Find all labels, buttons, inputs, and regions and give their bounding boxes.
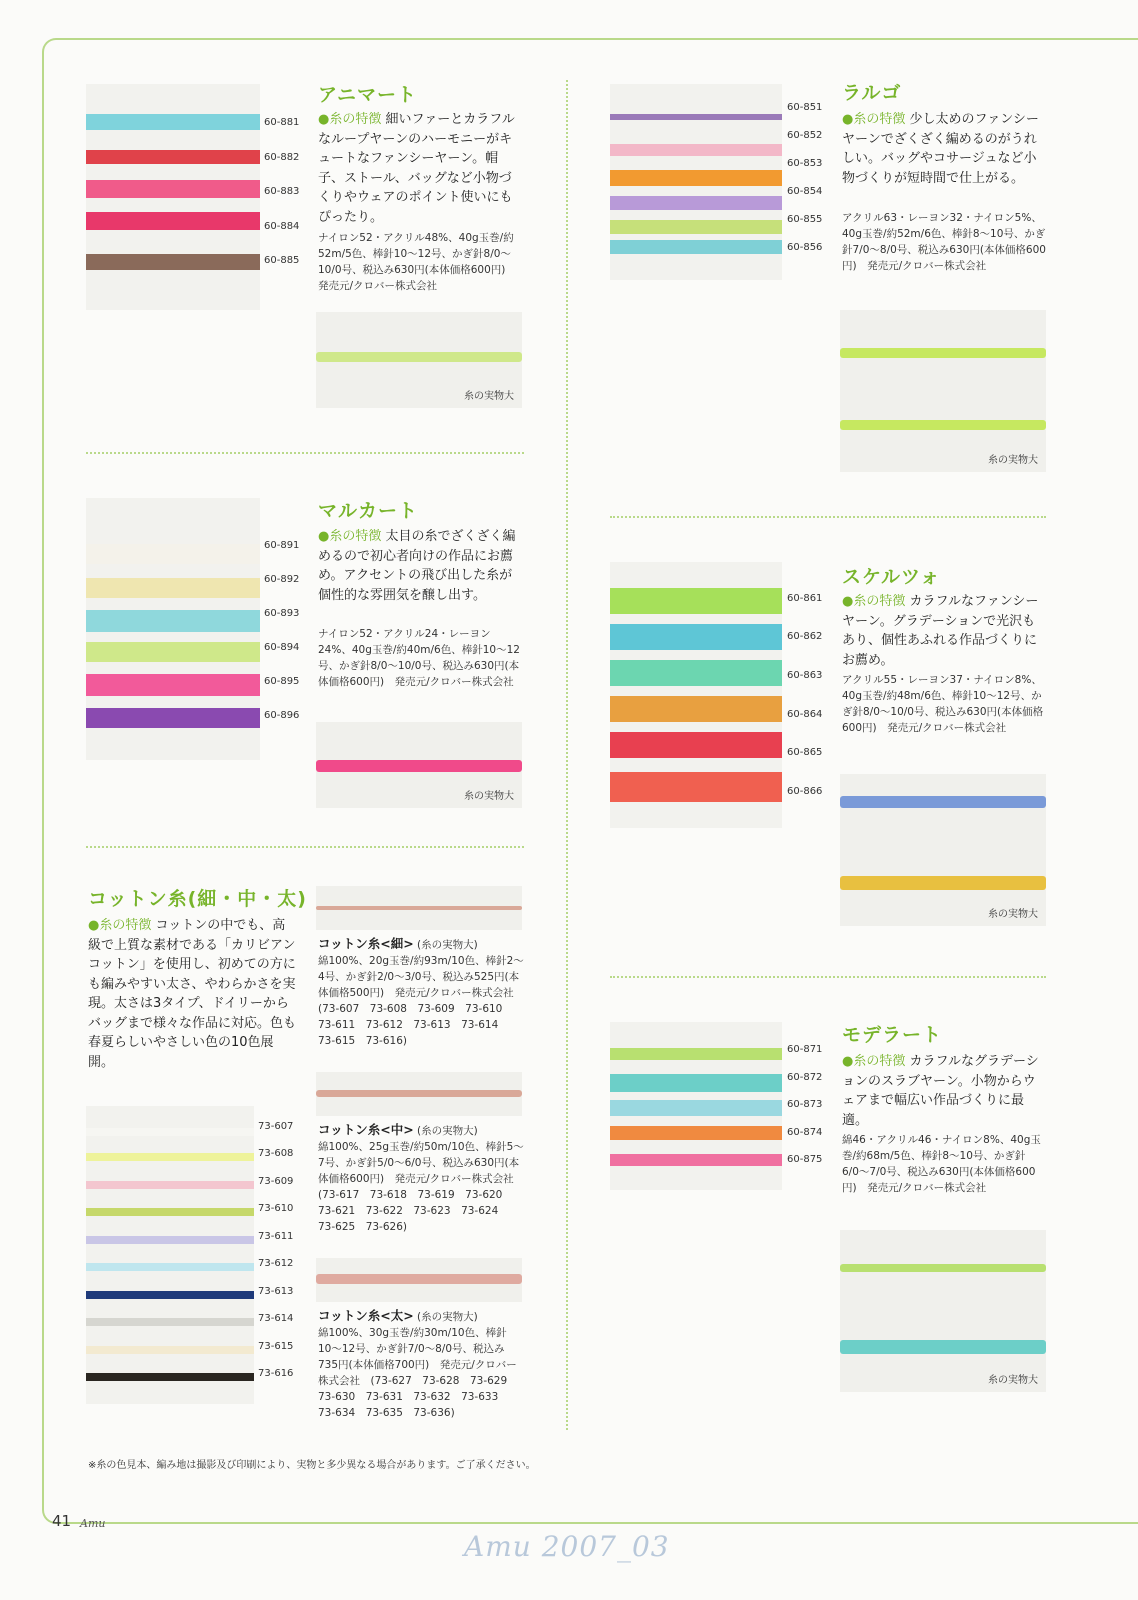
moderato-title: モデラート <box>842 1024 943 1046</box>
scherzo-swatch-photo <box>610 562 782 828</box>
color-code: 60-893 <box>264 608 300 619</box>
yarn-band <box>610 1126 782 1140</box>
largo-swatch-photo <box>610 84 782 280</box>
cotton-thick-sample <box>316 1258 522 1302</box>
yarn-strand <box>316 760 522 772</box>
yarn-band <box>86 674 260 696</box>
color-code: 73-613 <box>258 1286 294 1297</box>
animato-spec: ナイロン52・アクリル48%、40g玉巻/約52m/5色、棒針10〜12号、かぎ針8/0〜10/0号、税込み630円(本体価格600円) 発売元/クロバー株式会社 <box>318 232 516 292</box>
color-code: 60-894 <box>264 642 300 653</box>
color-code: 73-610 <box>258 1203 294 1214</box>
yarn-band <box>610 660 782 686</box>
yarn-band <box>86 642 260 662</box>
yarn-band <box>86 1346 254 1354</box>
yarn-band <box>610 588 782 614</box>
yarn-band <box>86 150 260 164</box>
color-code: 73-607 <box>258 1121 294 1132</box>
moderato-swatch-photo <box>610 1022 782 1190</box>
color-code: 60-885 <box>264 255 300 266</box>
color-code: 73-616 <box>258 1368 294 1379</box>
variant-name: コットン糸<太> <box>318 1308 414 1323</box>
marcato-title: マルカート <box>318 500 419 522</box>
yarn-band <box>86 708 260 728</box>
yarn-band <box>86 212 260 230</box>
color-code: 60-866 <box>787 786 823 797</box>
yarn-strand <box>840 796 1046 808</box>
moderato-spec: 綿46・アクリル46・ナイロン8%、40g玉巻/約68m/5色、棒針8〜10号、かぎ針6/0〜7/0号、税込み630円(本体価格600円) 発売元/クロバー株式会社 <box>842 1134 1041 1194</box>
yarn-band <box>86 544 260 564</box>
page-number: 41 <box>52 1512 72 1530</box>
feature-text: 少し太めのファンシーヤーンでざくざく編めるのがうれしい。バッグやコサージュなど小物づくりが短時間で仕上がる。 <box>842 112 1039 186</box>
marcato-spec: ナイロン52・アクリル24・レーヨン24%、40g玉巻/約40m/6色、棒針10〜12号、かぎ針8/0〜10/0号、税込み630円(本体価格600円) 発売元/クロバー株式会社 <box>318 628 520 688</box>
marcato-description <box>318 527 522 605</box>
feature-mark: ●糸の特徴 <box>842 1054 906 1069</box>
yarn-band <box>610 196 782 210</box>
variant-spec: 綿100%、25g玉巻/約50m/10色、棒針5〜7号、かぎ針5/0〜6/0号、税込み630円(本体価格600円) 発売元/クロバー株式会社 (73-617 73-618 73-619 73-620 73-621 73-622 73-623 73-624 73-625 73-626) <box>318 1141 525 1233</box>
color-code: 60-892 <box>264 574 300 585</box>
color-code: 73-615 <box>258 1341 294 1352</box>
color-code: 60-873 <box>787 1099 823 1110</box>
color-code: 60-883 <box>264 186 300 197</box>
actual-size-caption: 糸の実物大 <box>988 1375 1038 1386</box>
yarn-strand <box>316 906 522 910</box>
feature-mark: ●糸の特徴 <box>88 918 152 933</box>
feature-mark: ●糸の特徴 <box>318 112 382 127</box>
cotton-description <box>88 916 298 1072</box>
color-code: 60-856 <box>787 242 823 253</box>
color-code: 73-608 <box>258 1148 294 1159</box>
yarn-band <box>86 1128 254 1136</box>
yarn-band <box>610 170 782 186</box>
yarn-band <box>610 144 782 156</box>
yarn-band <box>86 1291 254 1299</box>
yarn-strand <box>840 1264 1046 1272</box>
color-code: 60-875 <box>787 1154 823 1165</box>
yarn-band <box>610 1074 782 1092</box>
color-code: 60-852 <box>787 130 823 141</box>
cotton-title: コットン糸(細・中・太) <box>88 888 307 910</box>
color-code: 60-854 <box>787 186 823 197</box>
yarn-band <box>610 1100 782 1116</box>
yarn-band <box>86 114 260 130</box>
actual-size-caption: 糸の実物大 <box>464 791 514 802</box>
yarn-strand <box>840 876 1046 890</box>
color-code: 60-895 <box>264 676 300 687</box>
feature-text: カラフルなグラデーションのスラブヤーン。小物からウェアまで幅広い作品づくりに最適。 <box>842 1054 1039 1128</box>
scherzo-actual-size-sample <box>840 774 1046 926</box>
color-code: 60-851 <box>787 102 823 113</box>
moderato-description <box>842 1052 1046 1130</box>
cotton-thin-spec <box>318 936 524 1049</box>
actual-size-caption: 糸の実物大 <box>988 455 1038 466</box>
yarn-band <box>86 1208 254 1216</box>
color-code: 60-874 <box>787 1127 823 1138</box>
scherzo-description <box>842 592 1046 670</box>
yarn-band <box>86 1373 254 1381</box>
section-divider <box>610 976 1046 978</box>
section-divider <box>86 846 524 848</box>
color-code: 60-863 <box>787 670 823 681</box>
watermark: Amu 2007_03 <box>464 1530 670 1563</box>
yarn-band <box>610 1048 782 1060</box>
magazine-name: Amu <box>80 1517 106 1530</box>
color-code: 73-611 <box>258 1231 294 1242</box>
feature-mark: ●糸の特徴 <box>318 529 382 544</box>
yarn-band <box>86 254 260 270</box>
yarn-strand <box>840 1340 1046 1354</box>
yarn-band <box>86 1153 254 1161</box>
footnote: ※糸の色見本、編み地は撮影及び印刷により、実物と多少異なる場合があります。ご了承ください。 <box>88 1460 536 1471</box>
moderato-actual-size-sample <box>840 1230 1046 1392</box>
yarn-band <box>86 1181 254 1189</box>
variant-caption: (糸の実物大) <box>417 939 478 951</box>
yarn-band <box>86 1236 254 1244</box>
color-code: 60-884 <box>264 221 300 232</box>
color-code: 60-865 <box>787 747 823 758</box>
yarn-strand <box>316 1090 522 1097</box>
color-code: 60-853 <box>787 158 823 169</box>
color-code: 60-896 <box>264 710 300 721</box>
animato-description <box>318 110 522 227</box>
largo-spec: アクリル63・レーヨン32・ナイロン5%、40g玉巻/約52m/6色、棒針8〜10号、かぎ針7/0〜8/0号、税込み630円(本体価格600円) 発売元/クロバー株式会社 <box>842 212 1046 272</box>
yarn-strand <box>840 420 1046 430</box>
yarn-band <box>610 624 782 650</box>
yarn-strand <box>316 1274 522 1284</box>
largo-description <box>842 110 1046 188</box>
color-code: 60-861 <box>787 593 823 604</box>
feature-mark: ●糸の特徴 <box>842 112 906 127</box>
animato-title: アニマート <box>318 84 418 106</box>
section-divider <box>86 452 524 454</box>
variant-caption: (糸の実物大) <box>417 1311 478 1323</box>
feature-text: 細いファーとカラフルなループヤーンのハーモニーがキュートなファンシーヤーン。帽子、ストール、バッグなど小物づくりやウェアのポイント使いにもぴったり。 <box>318 112 515 225</box>
cotton-thin-sample <box>316 886 522 930</box>
variant-name: コットン糸<中> <box>318 1122 414 1137</box>
cotton-medium-sample <box>316 1072 522 1116</box>
color-code: 60-864 <box>787 709 823 720</box>
scherzo-title: スケルツォ <box>842 566 941 588</box>
yarn-band <box>86 1318 254 1326</box>
yarn-band <box>86 180 260 198</box>
color-code: 60-855 <box>787 214 823 225</box>
color-code: 60-862 <box>787 631 823 642</box>
yarn-strand <box>316 352 522 362</box>
feature-text: コットンの中でも、高級で上質な素材である「カリビアンコットン」を使用し、初めての方にも編みやすい太さ、やわらかさを実現。太さは3タイプ、ドイリーからバッグまで様々な作品に対応。色も春夏らしいやさしい色の10色展開。 <box>88 918 297 1070</box>
cotton-medium-spec <box>318 1122 524 1235</box>
yarn-band <box>610 772 782 802</box>
actual-size-caption: 糸の実物大 <box>464 391 514 402</box>
color-code: 73-612 <box>258 1258 294 1269</box>
color-code: 60-882 <box>264 152 300 163</box>
feature-text: 太目の糸でざくざく編めるので初心者向けの作品にお薦め。アクセントの飛び出した糸が個性的な雰囲気を醸し出す。 <box>318 529 516 603</box>
animato-actual-size-sample <box>316 312 522 408</box>
cotton-thick-spec <box>318 1308 524 1421</box>
yarn-band <box>86 610 260 632</box>
largo-title: ラルゴ <box>842 82 902 104</box>
yarn-band <box>610 220 782 234</box>
variant-spec: 綿100%、30g玉巻/約30m/10色、棒針10〜12号、かぎ針7/0〜8/0号、税込み735円(本体価格700円) 発売元/クロバー株式会社 (73-627 73-628 73-629 73-630 73-631 73-632 73-633 73-634 73-635 73-636) <box>318 1327 518 1419</box>
color-code: 60-871 <box>787 1044 823 1055</box>
color-code: 60-881 <box>264 117 300 128</box>
variant-spec: 綿100%、20g玉巻/約93m/10色、棒針2〜4号、かぎ針2/0〜3/0号、税込み525円(本体価格500円) 発売元/クロバー株式会社 (73-607 73-608 73-609 73-610 73-611 73-612 73-613 73-614 73-615 73-616) <box>318 955 525 1047</box>
color-code: 60-872 <box>787 1072 823 1083</box>
column-divider <box>566 80 568 1430</box>
actual-size-caption: 糸の実物大 <box>988 909 1038 920</box>
yarn-band <box>610 696 782 722</box>
marcato-actual-size-sample <box>316 722 522 808</box>
color-code: 73-614 <box>258 1313 294 1324</box>
feature-mark: ●糸の特徴 <box>842 594 906 609</box>
marcato-swatch-photo <box>86 498 260 760</box>
color-code: 73-609 <box>258 1176 294 1187</box>
yarn-band <box>610 732 782 758</box>
scherzo-spec: アクリル55・レーヨン37・ナイロン8%、40g玉巻/約48m/6色、棒針10〜12号、かぎ針8/0〜10/0号、税込み630円(本体価格600円) 発売元/クロバー株式会社 <box>842 674 1044 734</box>
variant-name: コットン糸<細> <box>318 936 414 951</box>
yarn-band <box>86 1263 254 1271</box>
color-code: 60-891 <box>264 540 300 551</box>
yarn-band <box>86 578 260 598</box>
largo-actual-size-sample <box>840 310 1046 472</box>
animato-swatch-photo <box>86 84 260 310</box>
cotton-swatch-photo <box>86 1106 254 1404</box>
section-divider <box>610 516 1046 518</box>
yarn-band <box>610 240 782 254</box>
variant-caption: (糸の実物大) <box>417 1125 478 1137</box>
yarn-band <box>610 114 782 120</box>
feature-text: カラフルなファンシーヤーン。グラデーションで光沢もあり、個性あふれる作品づくりにお薦め。 <box>842 594 1039 668</box>
yarn-strand <box>840 348 1046 358</box>
yarn-band <box>610 1154 782 1166</box>
